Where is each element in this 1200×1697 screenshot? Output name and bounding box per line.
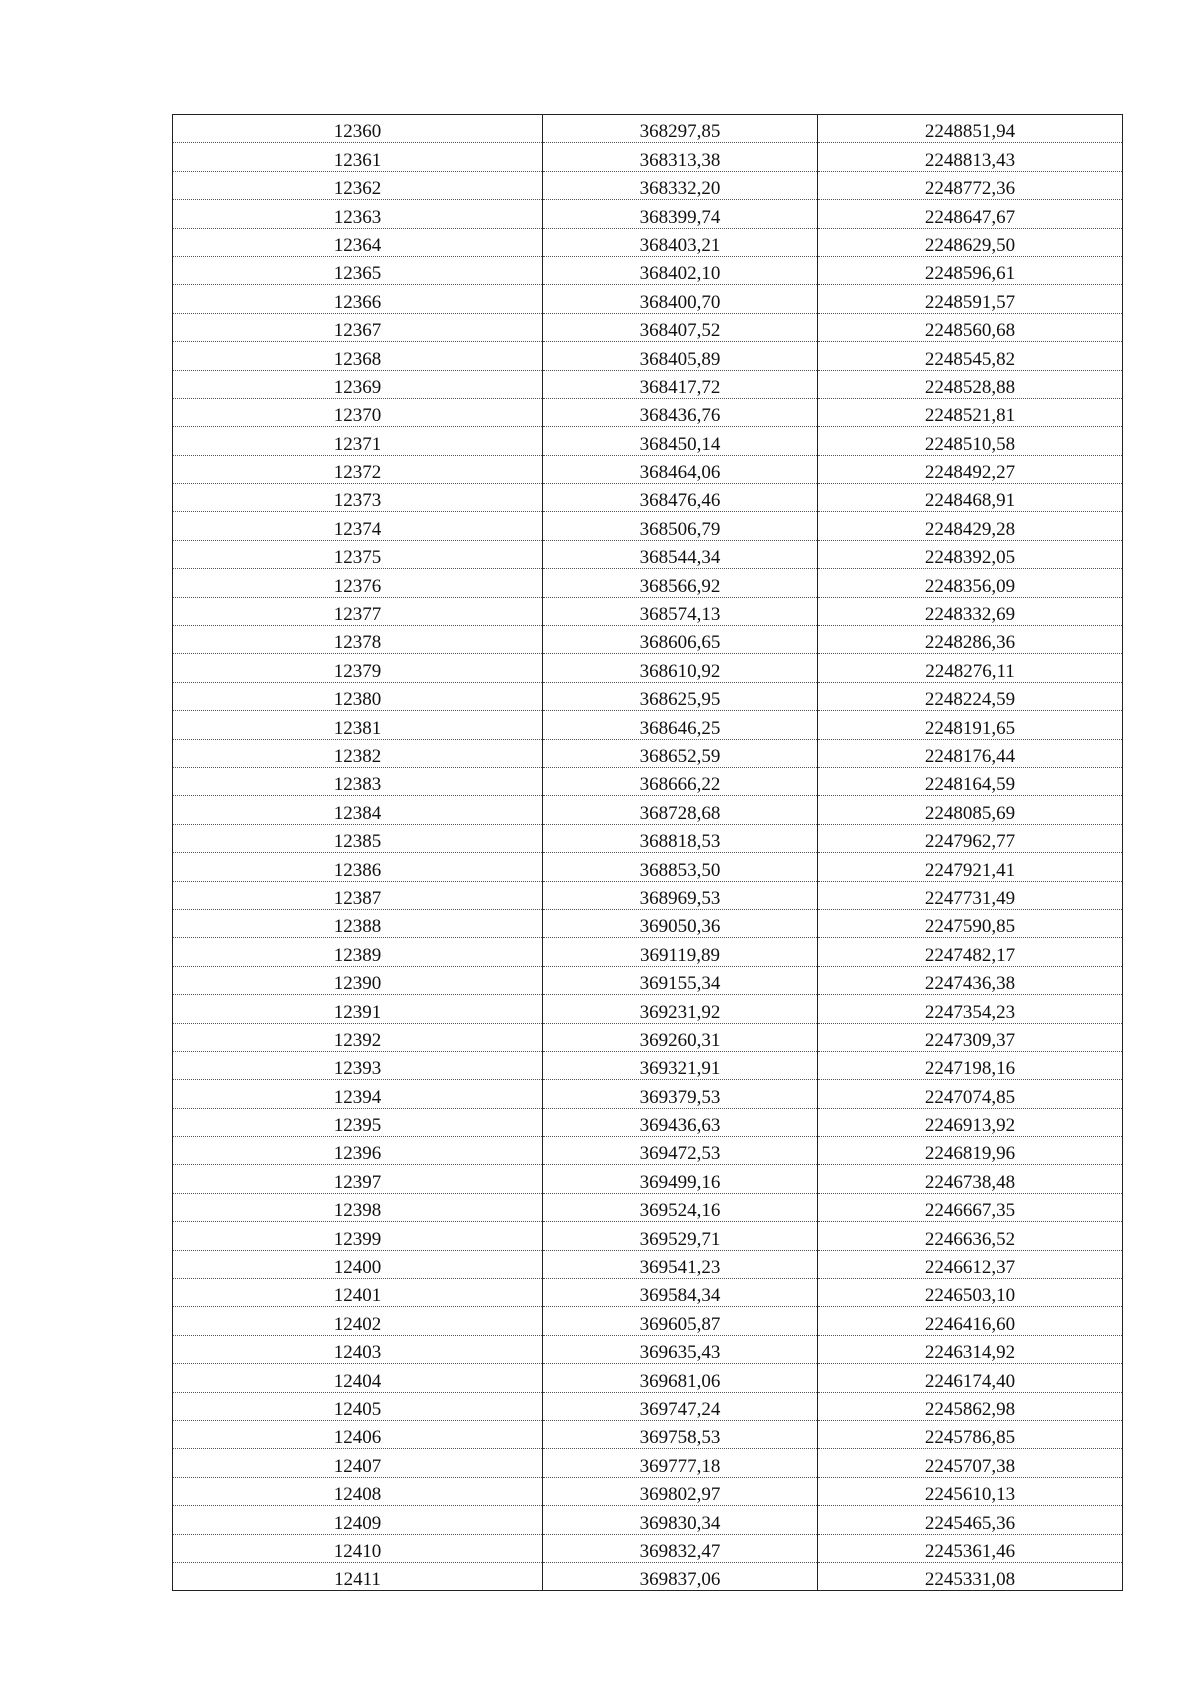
- point-number-cell: 12373: [173, 484, 543, 512]
- x-coordinate-cell: 369584,34: [543, 1279, 818, 1307]
- table-row: [173, 938, 1123, 966]
- x-coordinate-cell: 369499,16: [543, 1165, 818, 1193]
- table-row: [173, 1477, 1123, 1505]
- table-row: [173, 1051, 1123, 1079]
- table-row: [173, 626, 1123, 654]
- x-coordinate-cell: 369231,92: [543, 995, 818, 1023]
- table-row: [173, 1506, 1123, 1534]
- point-number-cell: 12403: [173, 1335, 543, 1363]
- point-number-cell: 12368: [173, 342, 543, 370]
- point-number-cell: 12369: [173, 370, 543, 398]
- x-coordinate-cell: 368853,50: [543, 853, 818, 881]
- y-coordinate-cell: 2246612,37: [818, 1250, 1123, 1278]
- y-coordinate-cell: 2248545,82: [818, 342, 1123, 370]
- y-coordinate-cell: 2247731,49: [818, 881, 1123, 909]
- y-coordinate-cell: 2247354,23: [818, 995, 1123, 1023]
- point-number-cell: 12411: [173, 1562, 543, 1590]
- x-coordinate-cell: 368506,79: [543, 512, 818, 540]
- point-number-cell: 12377: [173, 597, 543, 625]
- point-number-cell: 12371: [173, 427, 543, 455]
- point-number-cell: 12376: [173, 569, 543, 597]
- point-number-cell: 12383: [173, 767, 543, 795]
- point-number-cell: 12378: [173, 626, 543, 654]
- x-coordinate-cell: 368407,52: [543, 313, 818, 341]
- table-row: [173, 228, 1123, 256]
- x-coordinate-cell: 368450,14: [543, 427, 818, 455]
- x-coordinate-cell: 369747,24: [543, 1392, 818, 1420]
- x-coordinate-cell: 369830,34: [543, 1506, 818, 1534]
- table-row: [173, 115, 1123, 143]
- y-coordinate-cell: 2245465,36: [818, 1506, 1123, 1534]
- x-coordinate-cell: 369681,06: [543, 1364, 818, 1392]
- table-row: [173, 966, 1123, 994]
- x-coordinate-cell: 368574,13: [543, 597, 818, 625]
- x-coordinate-cell: 368399,74: [543, 200, 818, 228]
- x-coordinate-cell: 369832,47: [543, 1534, 818, 1562]
- y-coordinate-cell: 2248813,43: [818, 143, 1123, 171]
- y-coordinate-cell: 2245610,13: [818, 1477, 1123, 1505]
- y-coordinate-cell: 2248085,69: [818, 796, 1123, 824]
- x-coordinate-cell: 368332,20: [543, 171, 818, 199]
- point-number-cell: 12361: [173, 143, 543, 171]
- y-coordinate-cell: 2248596,61: [818, 256, 1123, 284]
- x-coordinate-cell: 368476,46: [543, 484, 818, 512]
- y-coordinate-cell: 2248560,68: [818, 313, 1123, 341]
- y-coordinate-cell: 2248647,67: [818, 200, 1123, 228]
- point-number-cell: 12385: [173, 824, 543, 852]
- point-number-cell: 12364: [173, 228, 543, 256]
- x-coordinate-cell: 368313,38: [543, 143, 818, 171]
- point-number-cell: 12367: [173, 313, 543, 341]
- x-coordinate-cell: 368818,53: [543, 824, 818, 852]
- point-number-cell: 12398: [173, 1193, 543, 1221]
- x-coordinate-cell: 368652,59: [543, 739, 818, 767]
- table-row: [173, 200, 1123, 228]
- point-number-cell: 12404: [173, 1364, 543, 1392]
- y-coordinate-cell: 2246819,96: [818, 1137, 1123, 1165]
- table-row: [173, 484, 1123, 512]
- y-coordinate-cell: 2247590,85: [818, 909, 1123, 937]
- y-coordinate-cell: 2248851,94: [818, 115, 1123, 143]
- x-coordinate-cell: 368403,21: [543, 228, 818, 256]
- y-coordinate-cell: 2248629,50: [818, 228, 1123, 256]
- point-number-cell: 12365: [173, 256, 543, 284]
- point-number-cell: 12390: [173, 966, 543, 994]
- table-row: [173, 767, 1123, 795]
- y-coordinate-cell: 2248429,28: [818, 512, 1123, 540]
- y-coordinate-cell: 2245331,08: [818, 1562, 1123, 1590]
- x-coordinate-cell: 368297,85: [543, 115, 818, 143]
- table-row: [173, 342, 1123, 370]
- table-row: [173, 739, 1123, 767]
- y-coordinate-cell: 2246738,48: [818, 1165, 1123, 1193]
- y-coordinate-cell: 2247962,77: [818, 824, 1123, 852]
- point-number-cell: 12406: [173, 1420, 543, 1448]
- table-row: [173, 995, 1123, 1023]
- x-coordinate-cell: 368417,72: [543, 370, 818, 398]
- y-coordinate-cell: 2245361,46: [818, 1534, 1123, 1562]
- x-coordinate-cell: 369260,31: [543, 1023, 818, 1051]
- point-number-cell: 12382: [173, 739, 543, 767]
- x-coordinate-cell: 369524,16: [543, 1193, 818, 1221]
- x-coordinate-cell: 368400,70: [543, 285, 818, 313]
- x-coordinate-cell: 368625,95: [543, 682, 818, 710]
- table-row: [173, 455, 1123, 483]
- point-number-cell: 12380: [173, 682, 543, 710]
- y-coordinate-cell: 2248510,58: [818, 427, 1123, 455]
- y-coordinate-cell: 2248492,27: [818, 455, 1123, 483]
- x-coordinate-cell: 369605,87: [543, 1307, 818, 1335]
- point-number-cell: 12407: [173, 1449, 543, 1477]
- x-coordinate-cell: 369321,91: [543, 1051, 818, 1079]
- point-number-cell: 12392: [173, 1023, 543, 1051]
- x-coordinate-cell: 369541,23: [543, 1250, 818, 1278]
- table-row: [173, 1250, 1123, 1278]
- table-row: [173, 1307, 1123, 1335]
- coordinates-table: [172, 114, 1123, 1591]
- x-coordinate-cell: 368646,25: [543, 711, 818, 739]
- y-coordinate-cell: 2248528,88: [818, 370, 1123, 398]
- point-number-cell: 12384: [173, 796, 543, 824]
- table-row: [173, 512, 1123, 540]
- point-number-cell: 12391: [173, 995, 543, 1023]
- x-coordinate-cell: 369529,71: [543, 1222, 818, 1250]
- point-number-cell: 12375: [173, 540, 543, 568]
- table-row: [173, 796, 1123, 824]
- point-number-cell: 12374: [173, 512, 543, 540]
- y-coordinate-cell: 2248392,05: [818, 540, 1123, 568]
- x-coordinate-cell: 368464,06: [543, 455, 818, 483]
- table-row: [173, 1449, 1123, 1477]
- table-row: [173, 1534, 1123, 1562]
- coordinates-table-body: [173, 115, 1123, 1591]
- table-row: [173, 1193, 1123, 1221]
- point-number-cell: 12402: [173, 1307, 543, 1335]
- y-coordinate-cell: 2248276,11: [818, 654, 1123, 682]
- y-coordinate-cell: 2246636,52: [818, 1222, 1123, 1250]
- point-number-cell: 12372: [173, 455, 543, 483]
- table-row: [173, 711, 1123, 739]
- table-row: [173, 540, 1123, 568]
- y-coordinate-cell: 2248286,36: [818, 626, 1123, 654]
- y-coordinate-cell: 2248468,91: [818, 484, 1123, 512]
- x-coordinate-cell: 368728,68: [543, 796, 818, 824]
- y-coordinate-cell: 2245786,85: [818, 1420, 1123, 1448]
- x-coordinate-cell: 369436,63: [543, 1108, 818, 1136]
- y-coordinate-cell: 2247074,85: [818, 1080, 1123, 1108]
- point-number-cell: 12386: [173, 853, 543, 881]
- table-row: [173, 853, 1123, 881]
- y-coordinate-cell: 2246416,60: [818, 1307, 1123, 1335]
- point-number-cell: 12405: [173, 1392, 543, 1420]
- table-row: [173, 370, 1123, 398]
- x-coordinate-cell: 369635,43: [543, 1335, 818, 1363]
- y-coordinate-cell: 2248591,57: [818, 285, 1123, 313]
- y-coordinate-cell: 2247198,16: [818, 1051, 1123, 1079]
- y-coordinate-cell: 2245862,98: [818, 1392, 1123, 1420]
- point-number-cell: 12387: [173, 881, 543, 909]
- x-coordinate-cell: 368436,76: [543, 398, 818, 426]
- x-coordinate-cell: 368405,89: [543, 342, 818, 370]
- table-row: [173, 1392, 1123, 1420]
- point-number-cell: 12363: [173, 200, 543, 228]
- x-coordinate-cell: 369802,97: [543, 1477, 818, 1505]
- table-row: [173, 1335, 1123, 1363]
- y-coordinate-cell: 2247309,37: [818, 1023, 1123, 1051]
- point-number-cell: 12388: [173, 909, 543, 937]
- y-coordinate-cell: 2248356,09: [818, 569, 1123, 597]
- table-row: [173, 1137, 1123, 1165]
- y-coordinate-cell: 2248224,59: [818, 682, 1123, 710]
- table-row: [173, 143, 1123, 171]
- point-number-cell: 12362: [173, 171, 543, 199]
- y-coordinate-cell: 2248332,69: [818, 597, 1123, 625]
- y-coordinate-cell: 2248176,44: [818, 739, 1123, 767]
- y-coordinate-cell: 2246913,92: [818, 1108, 1123, 1136]
- x-coordinate-cell: 368402,10: [543, 256, 818, 284]
- table-row: [173, 1165, 1123, 1193]
- table-row: [173, 1080, 1123, 1108]
- y-coordinate-cell: 2247436,38: [818, 966, 1123, 994]
- y-coordinate-cell: 2246667,35: [818, 1193, 1123, 1221]
- y-coordinate-cell: 2248191,65: [818, 711, 1123, 739]
- table-row: [173, 427, 1123, 455]
- table-row: [173, 654, 1123, 682]
- table-row: [173, 285, 1123, 313]
- point-number-cell: 12410: [173, 1534, 543, 1562]
- table-row: [173, 256, 1123, 284]
- x-coordinate-cell: 369119,89: [543, 938, 818, 966]
- point-number-cell: 12409: [173, 1506, 543, 1534]
- y-coordinate-cell: 2248164,59: [818, 767, 1123, 795]
- table-row: [173, 597, 1123, 625]
- table-row: [173, 1023, 1123, 1051]
- x-coordinate-cell: 369050,36: [543, 909, 818, 937]
- table-row: [173, 1279, 1123, 1307]
- x-coordinate-cell: 369837,06: [543, 1562, 818, 1590]
- x-coordinate-cell: 369777,18: [543, 1449, 818, 1477]
- point-number-cell: 12397: [173, 1165, 543, 1193]
- table-row: [173, 1222, 1123, 1250]
- x-coordinate-cell: 368610,92: [543, 654, 818, 682]
- x-coordinate-cell: 369155,34: [543, 966, 818, 994]
- table-row: [173, 569, 1123, 597]
- x-coordinate-cell: 369379,53: [543, 1080, 818, 1108]
- point-number-cell: 12400: [173, 1250, 543, 1278]
- point-number-cell: 12399: [173, 1222, 543, 1250]
- y-coordinate-cell: 2247482,17: [818, 938, 1123, 966]
- point-number-cell: 12394: [173, 1080, 543, 1108]
- x-coordinate-cell: 368969,53: [543, 881, 818, 909]
- point-number-cell: 12408: [173, 1477, 543, 1505]
- point-number-cell: 12401: [173, 1279, 543, 1307]
- table-row: [173, 398, 1123, 426]
- point-number-cell: 12396: [173, 1137, 543, 1165]
- point-number-cell: 12370: [173, 398, 543, 426]
- point-number-cell: 12366: [173, 285, 543, 313]
- y-coordinate-cell: 2248521,81: [818, 398, 1123, 426]
- table-row: [173, 881, 1123, 909]
- table-row: [173, 1420, 1123, 1448]
- table-row: [173, 1108, 1123, 1136]
- table-row: [173, 171, 1123, 199]
- y-coordinate-cell: 2246314,92: [818, 1335, 1123, 1363]
- table-row: [173, 1364, 1123, 1392]
- x-coordinate-cell: 368544,34: [543, 540, 818, 568]
- y-coordinate-cell: 2246503,10: [818, 1279, 1123, 1307]
- point-number-cell: 12381: [173, 711, 543, 739]
- point-number-cell: 12393: [173, 1051, 543, 1079]
- y-coordinate-cell: 2247921,41: [818, 853, 1123, 881]
- table-row: [173, 682, 1123, 710]
- point-number-cell: 12379: [173, 654, 543, 682]
- point-number-cell: 12360: [173, 115, 543, 143]
- y-coordinate-cell: 2246174,40: [818, 1364, 1123, 1392]
- x-coordinate-cell: 368566,92: [543, 569, 818, 597]
- y-coordinate-cell: 2248772,36: [818, 171, 1123, 199]
- table-row: [173, 824, 1123, 852]
- x-coordinate-cell: 368666,22: [543, 767, 818, 795]
- point-number-cell: 12395: [173, 1108, 543, 1136]
- table-row: [173, 909, 1123, 937]
- x-coordinate-cell: 369472,53: [543, 1137, 818, 1165]
- point-number-cell: 12389: [173, 938, 543, 966]
- table-row: [173, 313, 1123, 341]
- x-coordinate-cell: 368606,65: [543, 626, 818, 654]
- table-row: [173, 1562, 1123, 1590]
- x-coordinate-cell: 369758,53: [543, 1420, 818, 1448]
- y-coordinate-cell: 2245707,38: [818, 1449, 1123, 1477]
